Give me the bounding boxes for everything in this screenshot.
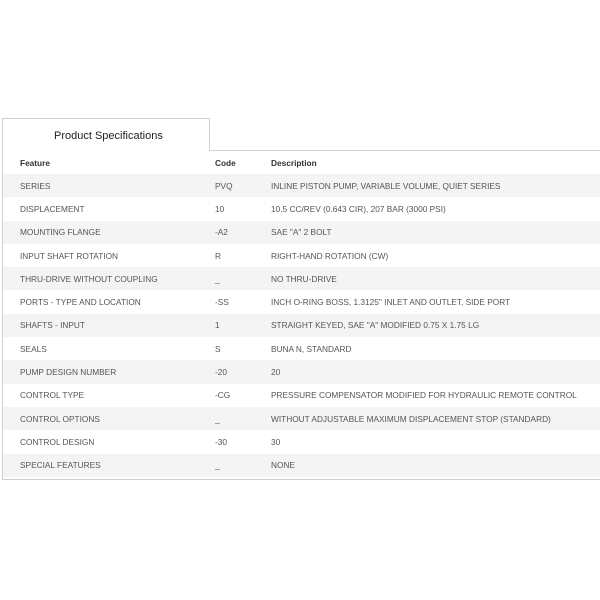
feature-cell: SEALS <box>20 343 47 354</box>
feature-cell: PUMP DESIGN NUMBER <box>20 367 117 378</box>
description-cell: BUNA N, STANDARD <box>271 343 352 354</box>
column-header-code: Code <box>215 157 236 168</box>
tab-product-specifications[interactable]: Product Specifications <box>2 118 210 151</box>
table-row <box>3 360 600 383</box>
table-row <box>3 454 600 477</box>
feature-cell: CONTROL TYPE <box>20 390 85 401</box>
column-header-description: Description <box>271 157 317 168</box>
feature-cell: CONTROL DESIGN <box>20 436 95 447</box>
feature-cell: SPECIAL FEATURES <box>20 460 101 471</box>
description-cell: RIGHT-HAND ROTATION (CW) <box>271 250 389 261</box>
description-cell: PRESSURE COMPENSATOR MODIFIED FOR HYDRAULIC REMOTE CONTROL <box>271 390 577 401</box>
code-cell: _ <box>215 413 220 424</box>
code-cell: 10 <box>215 203 225 214</box>
feature-cell: CONTROL OPTIONS <box>20 413 100 424</box>
table-row <box>3 290 600 313</box>
feature-cell: SERIES <box>20 180 51 191</box>
description-cell: 20 <box>271 367 281 378</box>
code-cell: -30 <box>215 436 227 447</box>
code-cell: _ <box>215 273 220 284</box>
code-cell: PVQ <box>215 180 233 191</box>
table-row <box>3 384 600 407</box>
table-row <box>3 267 600 290</box>
description-cell: STRAIGHT KEYED, SAE "A" MODIFIED 0.75 X 1.75 LG <box>271 320 480 331</box>
description-cell: INCH O-RING BOSS, 1.3125" INLET AND OUTLET, SIDE PORT <box>271 297 511 308</box>
feature-cell: INPUT SHAFT ROTATION <box>20 250 119 261</box>
table-row <box>3 337 600 360</box>
table-row <box>3 407 600 430</box>
table-row <box>3 244 600 267</box>
tab-strip <box>3 118 600 151</box>
code-cell: S <box>215 343 221 354</box>
code-cell: -20 <box>215 367 227 378</box>
description-cell: INLINE PISTON PUMP, VARIABLE VOLUME, QUIET SERIES <box>271 180 501 191</box>
description-cell: NO THRU-DRIVE <box>271 273 337 284</box>
table-row <box>3 430 600 453</box>
description-cell: 30 <box>271 436 281 447</box>
feature-cell: DISPLACEMENT <box>20 203 85 214</box>
description-cell: 10.5 CC/REV (0.643 CIR), 207 BAR (3000 PSI) <box>271 203 446 214</box>
table-row <box>3 197 600 220</box>
code-cell: _ <box>215 460 220 471</box>
column-header-feature: Feature <box>20 157 50 168</box>
description-cell: NONE <box>271 460 295 471</box>
description-cell: SAE "A" 2 BOLT <box>271 227 332 238</box>
code-cell: R <box>215 250 221 261</box>
specifications-table <box>3 151 600 477</box>
feature-cell: PORTS - TYPE AND LOCATION <box>20 297 141 308</box>
table-row <box>3 174 600 197</box>
table-row <box>3 221 600 244</box>
table-header-row <box>3 151 600 174</box>
table-row <box>3 314 600 337</box>
code-cell: 1 <box>215 320 220 331</box>
code-cell: -SS <box>215 297 229 308</box>
product-specifications-panel <box>2 118 600 480</box>
feature-cell: THRU-DRIVE WITHOUT COUPLING <box>20 273 158 284</box>
feature-cell: MOUNTING FLANGE <box>20 227 101 238</box>
description-cell: WITHOUT ADJUSTABLE MAXIMUM DISPLACEMENT STOP (STANDARD) <box>271 413 551 424</box>
code-cell: -CG <box>215 390 231 401</box>
code-cell: -A2 <box>215 227 228 238</box>
feature-cell: SHAFTS - INPUT <box>20 320 85 331</box>
